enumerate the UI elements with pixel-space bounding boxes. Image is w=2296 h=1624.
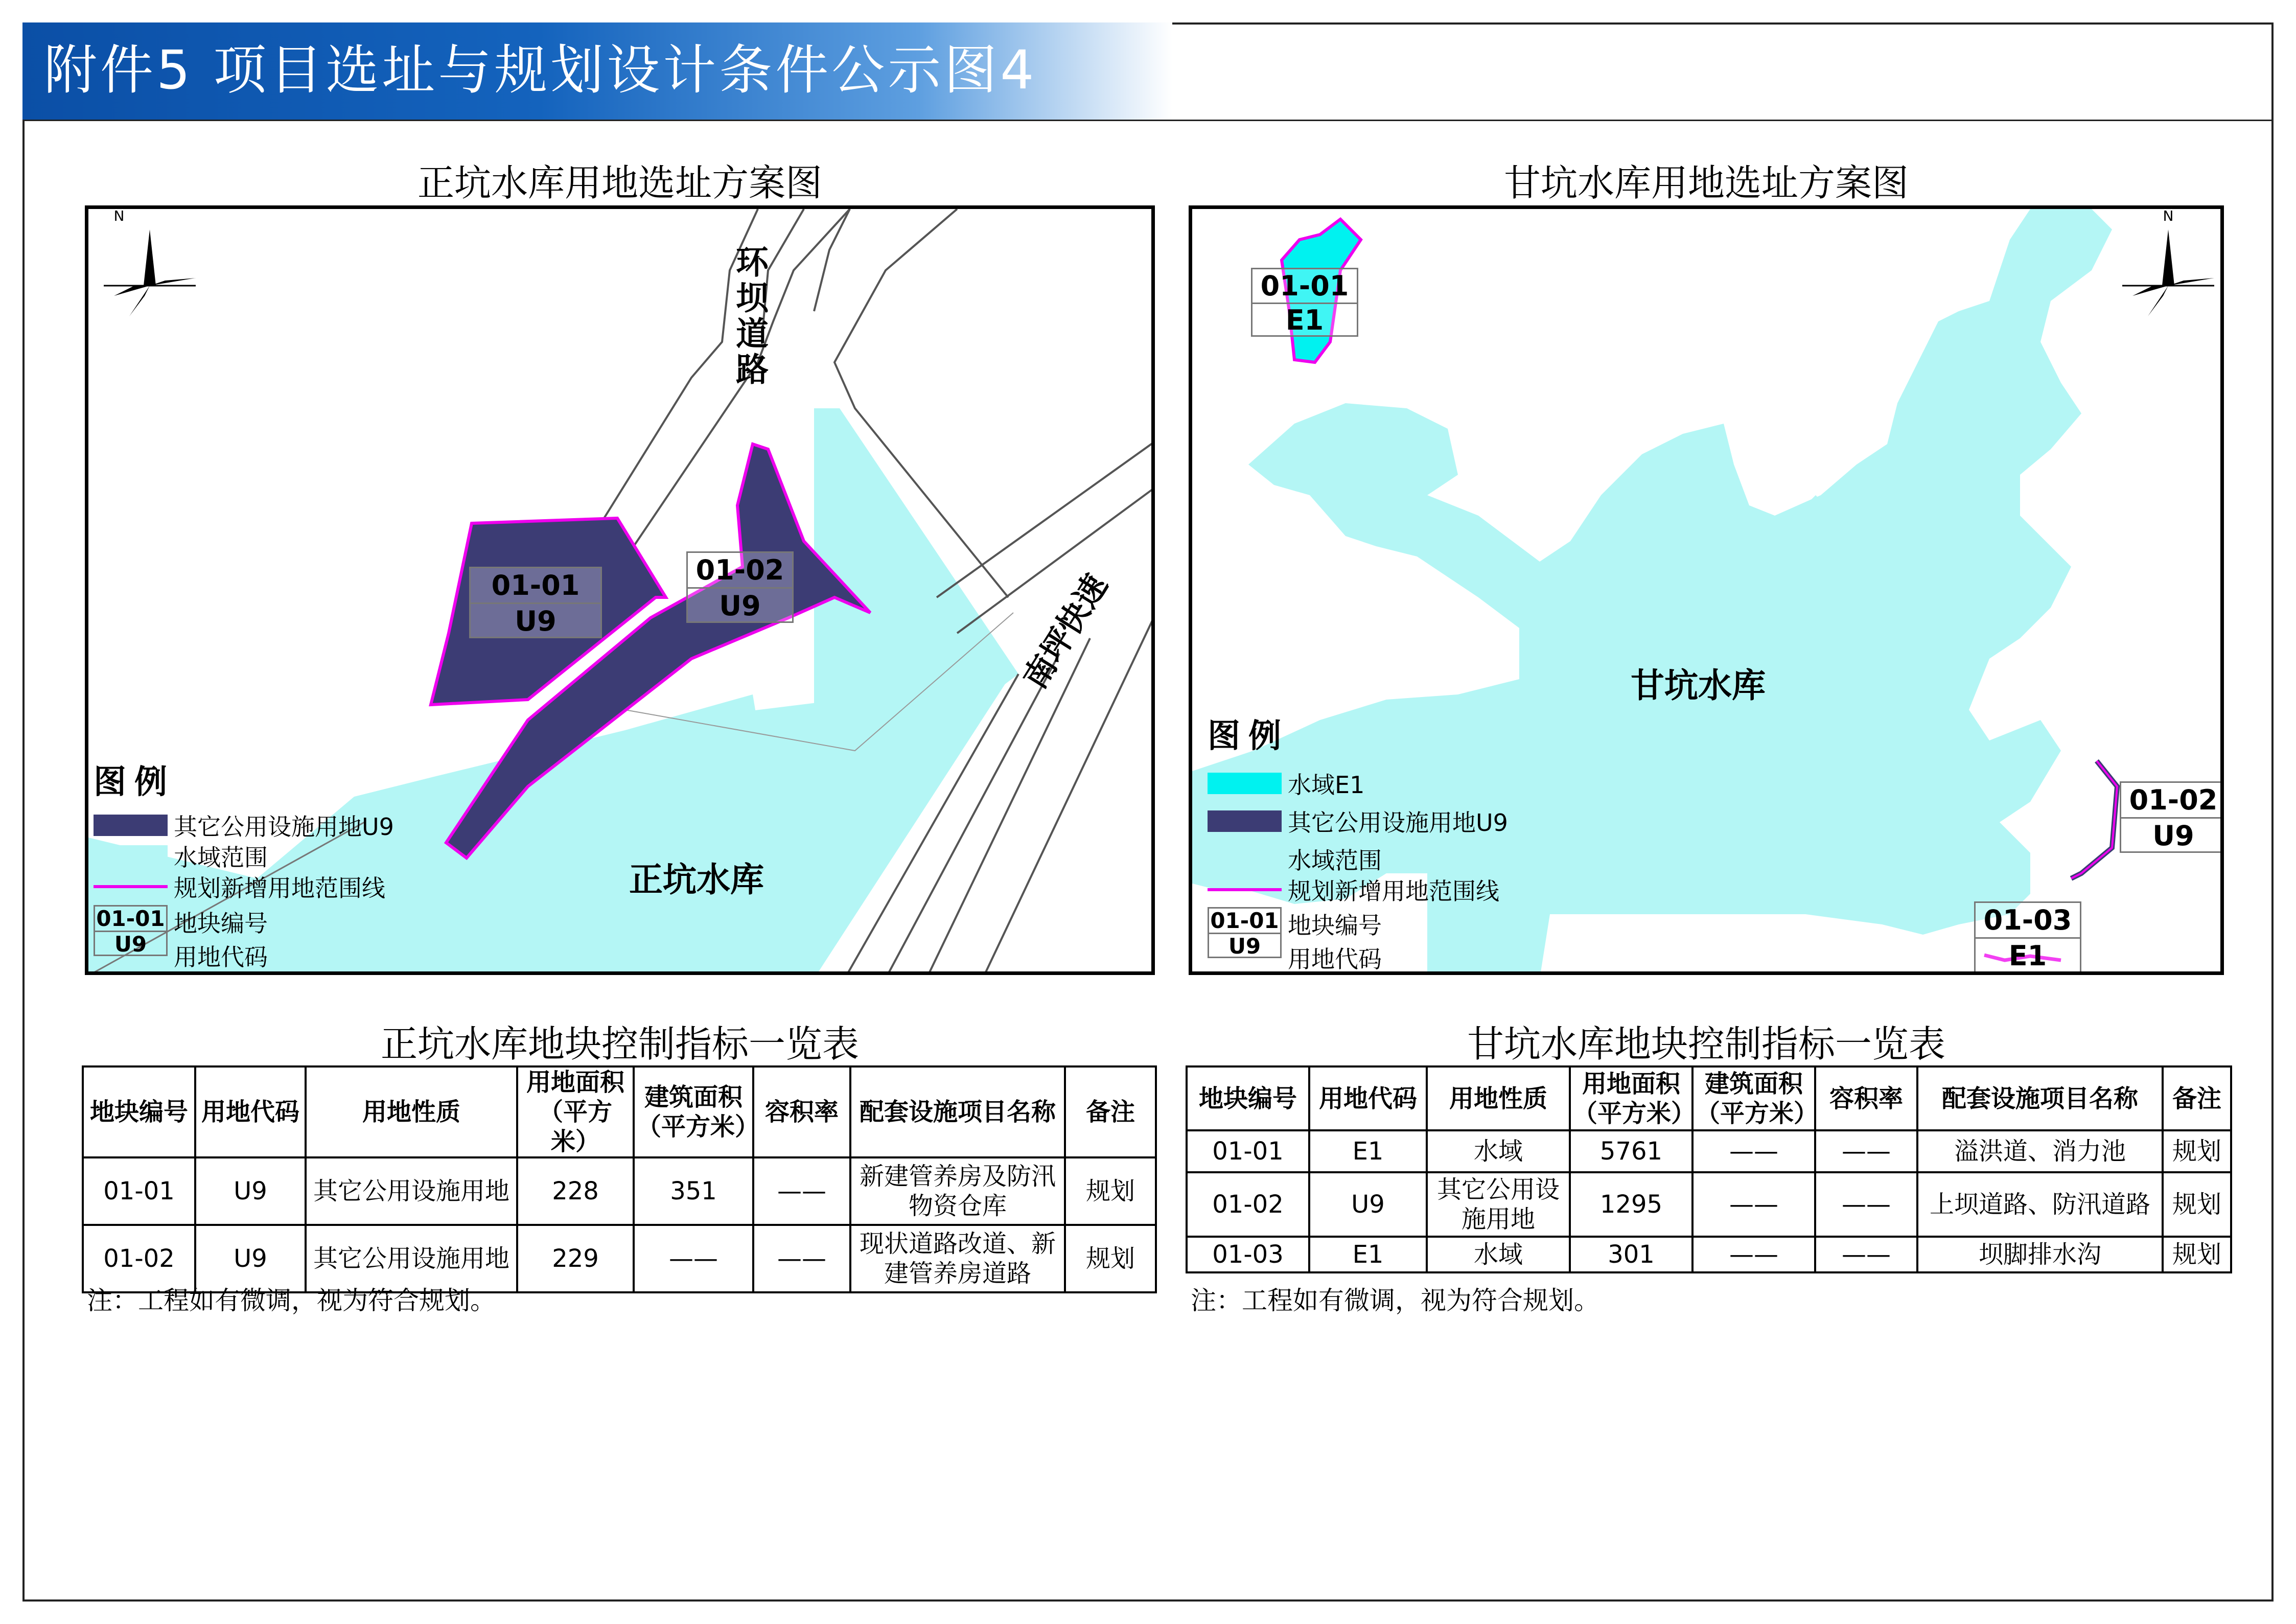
legend-code-sample: 01-01 U9 bbox=[94, 905, 168, 956]
th-building-area: 建筑面积 （平方米） bbox=[634, 1066, 753, 1157]
legend-item-u9: 其它公用设施用地U9 bbox=[94, 810, 394, 841]
table-row: 01-02 U9 其它公用设施用地 229 —— —— 现状道路改道、新建管养房道路 规划 bbox=[83, 1225, 1156, 1292]
legend-title: 图例 bbox=[94, 763, 175, 801]
th-land-area: 用地面积 （平方米） bbox=[517, 1066, 634, 1157]
reservoir-label: 甘坑水库 bbox=[1631, 666, 1766, 705]
right-map-title: 甘坑水库用地选址方案图 bbox=[1503, 161, 1909, 204]
parcel-label-01-03: 01-03 E1 bbox=[1974, 901, 2081, 973]
table-row: 01-03 E1 水域 301 —— —— 坝脚排水沟 规划 bbox=[1187, 1237, 2231, 1272]
th-nature: 用地性质 bbox=[1427, 1066, 1570, 1130]
legend-swatch-boundary bbox=[1208, 888, 1282, 891]
road-ring-label: 环坝道路 bbox=[730, 245, 768, 388]
th-use: 用地代码 bbox=[1309, 1066, 1427, 1130]
table-row: 01-02 U9 其它公用设施用地 1295 —— —— 上坝道路、防汛道路 规划 bbox=[1187, 1172, 2231, 1237]
right-map bbox=[1189, 205, 2224, 975]
legend-swatch-water bbox=[94, 845, 168, 867]
th-code: 地块编号 bbox=[1187, 1066, 1309, 1130]
page-title: 附件5 项目选址与规划设计条件公示图4 bbox=[44, 39, 1037, 101]
right-table-note: 注：工程如有微调，视为符合规划。 bbox=[1191, 1286, 1599, 1315]
reservoir-label: 正坑水库 bbox=[629, 860, 764, 899]
title-separator bbox=[22, 120, 2274, 121]
right-indicator-table bbox=[1186, 1065, 2232, 1273]
legend-item-e1: 水域E1 bbox=[1208, 768, 1508, 799]
th-facility: 配套设施项目名称 bbox=[850, 1066, 1065, 1157]
th-use: 用地代码 bbox=[195, 1066, 306, 1157]
th-code: 地块编号 bbox=[83, 1066, 195, 1157]
left-map bbox=[85, 205, 1155, 975]
th-land-area: 用地面积 （平方米） bbox=[1570, 1066, 1692, 1130]
legend-item-water: 水域范围 bbox=[1208, 844, 1508, 874]
right-table-title: 甘坑水库地块控制指标一览表 bbox=[1467, 1023, 1945, 1065]
th-nature: 用地性质 bbox=[306, 1066, 517, 1157]
th-building-area: 建筑面积 （平方米） bbox=[1692, 1066, 1815, 1130]
north-arrow-graphic bbox=[104, 229, 196, 316]
th-facility: 配套设施项目名称 bbox=[1917, 1066, 2163, 1130]
legend-item-boundary: 规划新增用地范围线 bbox=[94, 871, 394, 902]
left-table-title: 正坑水库地块控制指标一览表 bbox=[380, 1023, 859, 1065]
legend-item-codes: 01-01 U9 地块编号 用地代码 bbox=[94, 905, 394, 956]
legend-swatch-u9 bbox=[1208, 810, 1282, 832]
road-nanping-label: 南坪快速 bbox=[1016, 568, 1115, 695]
legend-swatch-boundary bbox=[94, 885, 168, 888]
legend-title: 图例 bbox=[1208, 717, 1289, 755]
road-ring-dam bbox=[763, 209, 804, 327]
legend-item-boundary: 规划新增用地范围线 bbox=[1208, 874, 1508, 905]
parcel-label-01-01: 01-01 E1 bbox=[1251, 268, 1358, 337]
legend-item-u9: 其它公用设施用地U9 bbox=[1208, 806, 1508, 837]
left-table-note: 注：工程如有微调，视为符合规划。 bbox=[87, 1286, 496, 1315]
north-arrow-label: N bbox=[113, 207, 125, 224]
legend-item-water: 水域范围 bbox=[94, 841, 394, 871]
table-row: 01-01 E1 水域 5761 —— —— 溢洪道、消力池 规划 bbox=[1187, 1130, 2231, 1172]
parcel-label-01-01: 01-01 U9 bbox=[469, 567, 602, 638]
north-arrow-label: N bbox=[2163, 207, 2174, 224]
legend-item-codes: 01-01 U9 地块编号 用地代码 bbox=[1208, 907, 1508, 958]
parcel-label-01-02: 01-02 U9 bbox=[2120, 781, 2224, 853]
th-remark: 备注 bbox=[2163, 1066, 2231, 1130]
table-row: 01-01 U9 其它公用设施用地 228 351 —— 新建管养房及防汛物资仓库 规划 bbox=[83, 1157, 1156, 1225]
th-remark: 备注 bbox=[1065, 1066, 1156, 1157]
legend-swatch-u9 bbox=[94, 815, 168, 836]
right-legend bbox=[1208, 710, 1508, 973]
parcel-label-01-02: 01-02 U9 bbox=[686, 551, 794, 623]
left-map-title: 正坑水库用地选址方案图 bbox=[417, 161, 822, 204]
legend-swatch-e1 bbox=[1208, 773, 1282, 794]
legend-code-sample: 01-01 U9 bbox=[1208, 907, 1282, 958]
legend-swatch-water bbox=[1208, 848, 1282, 870]
left-legend bbox=[94, 756, 394, 971]
th-far: 容积率 bbox=[1815, 1066, 1917, 1130]
th-far: 容积率 bbox=[753, 1066, 850, 1157]
left-indicator-table bbox=[82, 1065, 1157, 1293]
north-arrow-graphic bbox=[2122, 229, 2214, 316]
